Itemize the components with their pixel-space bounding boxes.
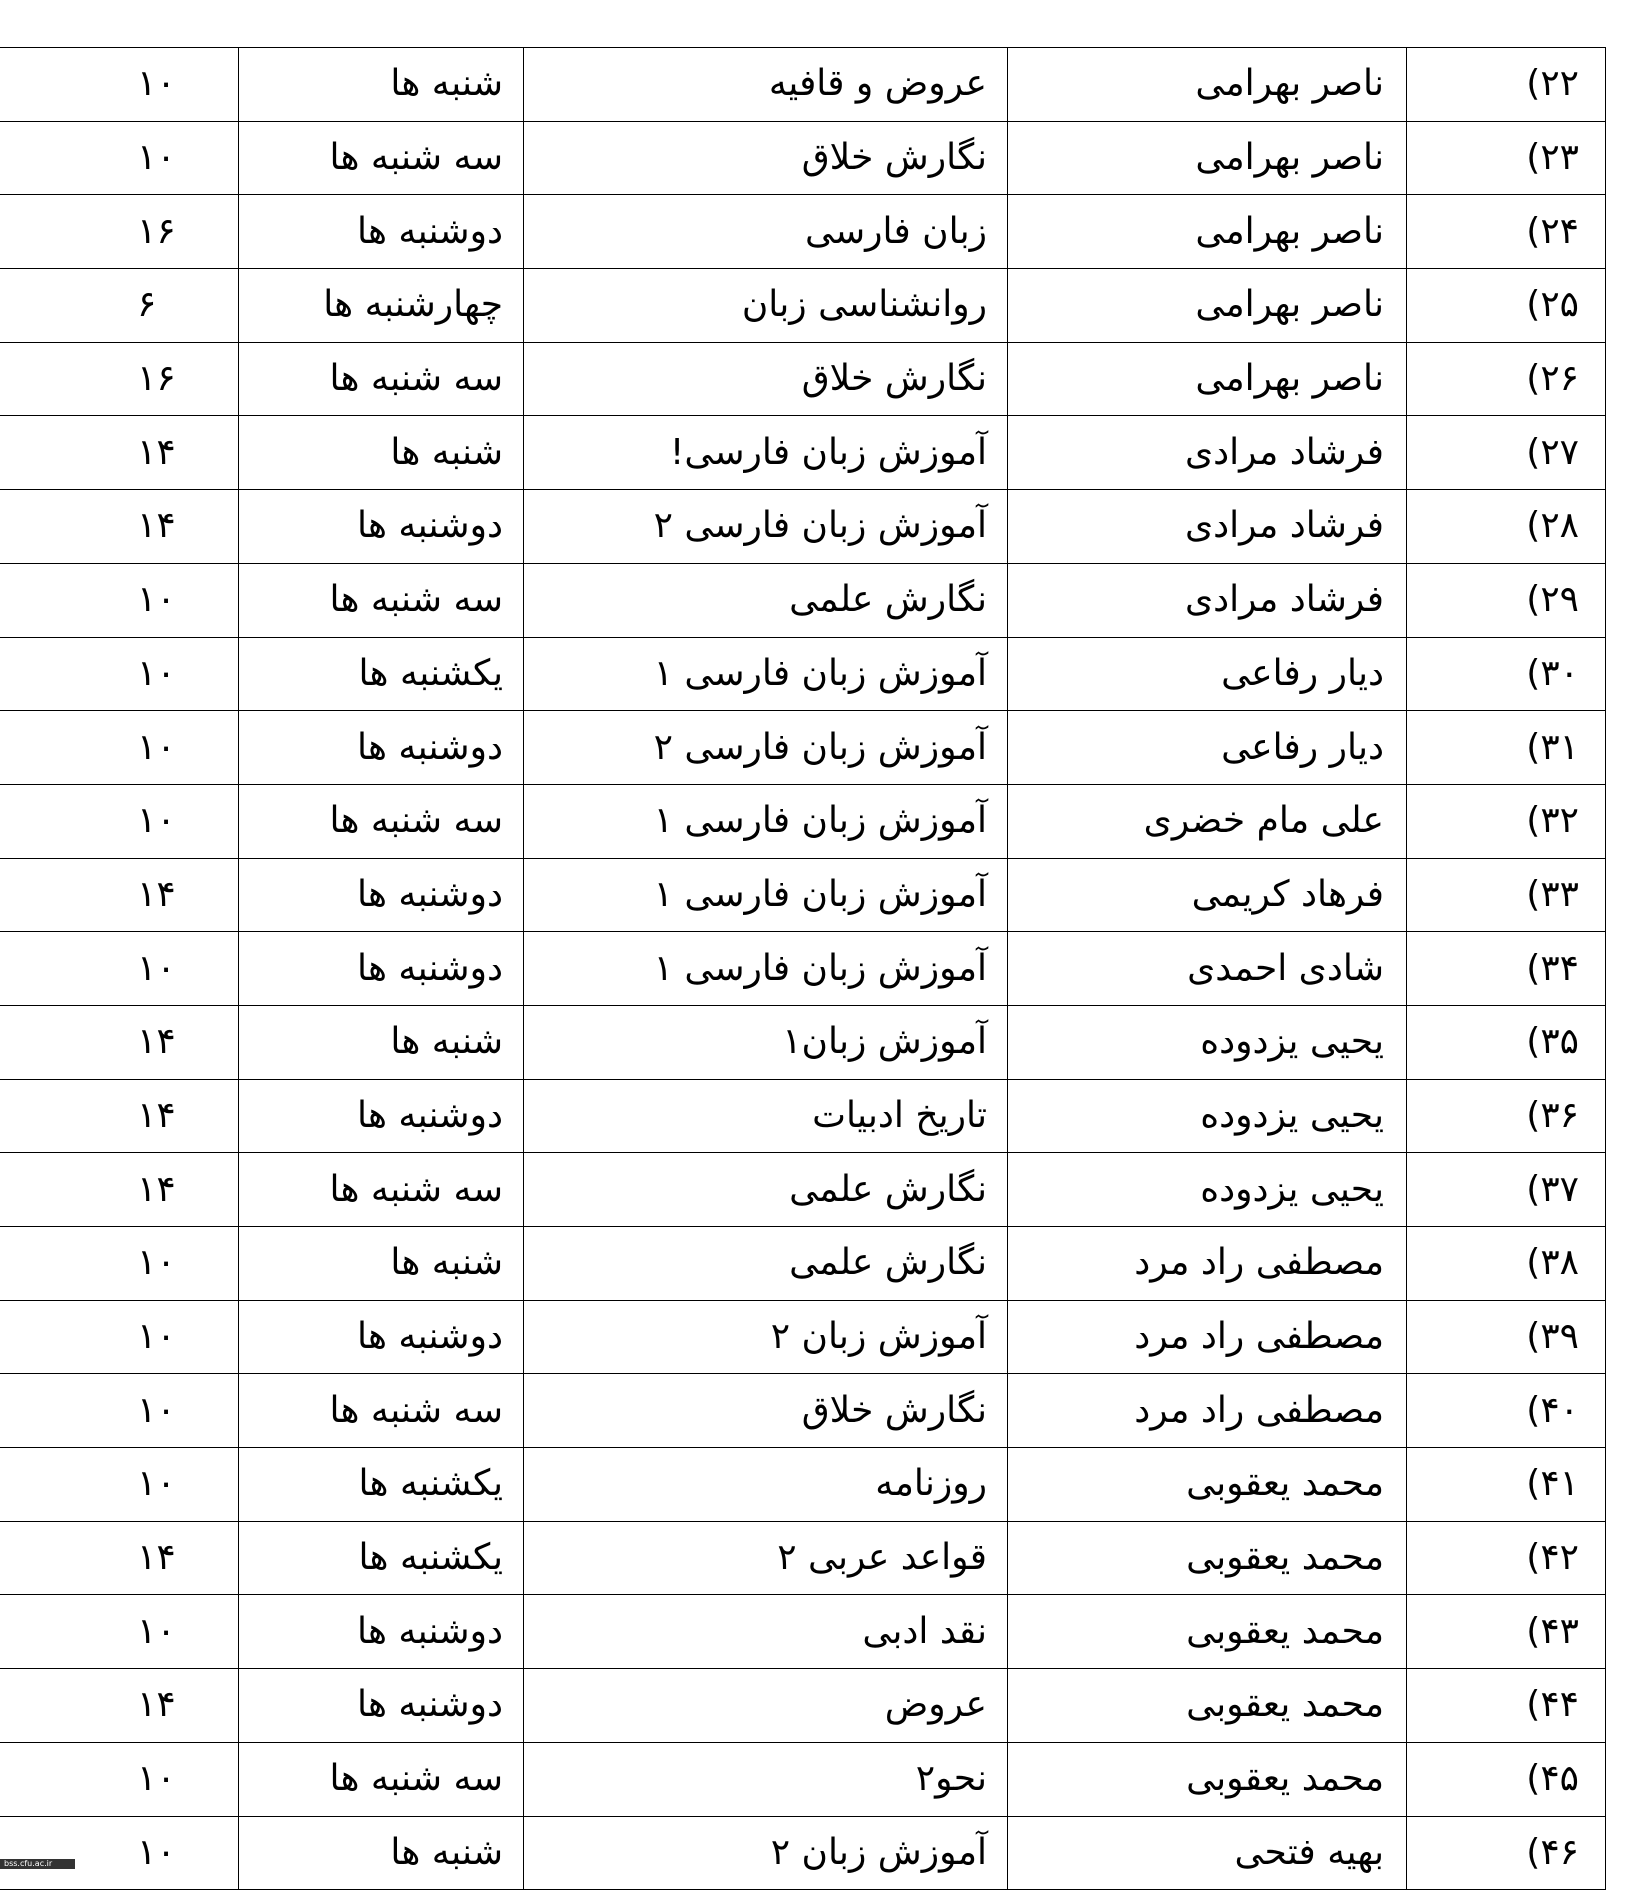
course-name: نگارش خلاق	[524, 121, 1008, 195]
course-name: نحو۲	[524, 1742, 1008, 1816]
course-name: آموزش زبان ۲	[524, 1300, 1008, 1374]
row-number: ۴۴)	[1407, 1669, 1606, 1743]
table-row	[0, 711, 1606, 785]
session-count: ۱۶	[0, 342, 239, 416]
teacher-name: مصطفی راد مرد	[1008, 1300, 1407, 1374]
course-name: عروض	[524, 1669, 1008, 1743]
table-row	[0, 121, 1606, 195]
table-row	[0, 416, 1606, 490]
class-day: دوشنبه ها	[239, 932, 524, 1006]
session-count: ۱۰	[0, 1595, 239, 1669]
teacher-name: دیار رفاعی	[1008, 711, 1407, 785]
table-row	[0, 490, 1606, 564]
table-row	[0, 1595, 1606, 1669]
class-day: سه شنبه ها	[239, 784, 524, 858]
table-row	[0, 1300, 1606, 1374]
table-row	[0, 1521, 1606, 1595]
course-name: تاریخ ادبیات	[524, 1079, 1008, 1153]
table-row	[0, 1374, 1606, 1448]
table-row	[0, 1742, 1606, 1816]
teacher-name: دیار رفاعی	[1008, 637, 1407, 711]
site-badge: bss.cfu.ac.ir	[0, 1859, 75, 1869]
row-number: ۲۹)	[1407, 563, 1606, 637]
session-count: ۱۴	[0, 858, 239, 932]
table-row	[0, 784, 1606, 858]
class-day: دوشنبه ها	[239, 1595, 524, 1669]
course-name: آموزش زبان فارسی ۱	[524, 637, 1008, 711]
course-name: روانشناسی زبان	[524, 269, 1008, 343]
table-row	[0, 1227, 1606, 1301]
teacher-name: محمد یعقوبی	[1008, 1669, 1407, 1743]
row-number: ۳۷)	[1407, 1153, 1606, 1227]
session-count: ۱۴	[0, 1153, 239, 1227]
course-name: نگارش علمی	[524, 1153, 1008, 1227]
class-day: سه شنبه ها	[239, 342, 524, 416]
class-day: چهارشنبه ها	[239, 269, 524, 343]
row-number: ۲۴)	[1407, 195, 1606, 269]
course-name: زبان فارسی	[524, 195, 1008, 269]
session-count: ۶	[0, 269, 239, 343]
class-day: شنبه ها	[239, 1005, 524, 1079]
table-row	[0, 858, 1606, 932]
row-number: ۲۵)	[1407, 269, 1606, 343]
class-day: سه شنبه ها	[239, 1153, 524, 1227]
course-name: آموزش زبان فارسی ۲	[524, 490, 1008, 564]
row-number: ۳۶)	[1407, 1079, 1606, 1153]
row-number: ۳۸)	[1407, 1227, 1606, 1301]
table-row	[0, 48, 1606, 122]
course-name: آموزش زبان فارسی ۱	[524, 784, 1008, 858]
course-name: نگارش خلاق	[524, 1374, 1008, 1448]
class-day: یکشنبه ها	[239, 1521, 524, 1595]
table-row	[0, 1005, 1606, 1079]
teacher-name: یحیی یزدوده	[1008, 1153, 1407, 1227]
class-day: شنبه ها	[239, 1227, 524, 1301]
session-count: ۱۰	[0, 1816, 239, 1890]
row-number: ۴۳)	[1407, 1595, 1606, 1669]
teacher-name: ناصر بهرامی	[1008, 342, 1407, 416]
session-count: ۱۰	[0, 637, 239, 711]
row-number: ۴۵)	[1407, 1742, 1606, 1816]
course-name: آموزش زبان فارسی!	[524, 416, 1008, 490]
class-day: سه شنبه ها	[239, 1742, 524, 1816]
teacher-name: محمد یعقوبی	[1008, 1595, 1407, 1669]
row-number: ۳۲)	[1407, 784, 1606, 858]
table-row	[0, 195, 1606, 269]
teacher-name: ناصر بهرامی	[1008, 121, 1407, 195]
session-count: ۱۰	[0, 1300, 239, 1374]
row-number: ۲۲)	[1407, 48, 1606, 122]
class-day: سه شنبه ها	[239, 1374, 524, 1448]
row-number: ۲۸)	[1407, 490, 1606, 564]
row-number: ۴۲)	[1407, 1521, 1606, 1595]
table-row	[0, 637, 1606, 711]
table-row	[0, 1448, 1606, 1522]
row-number: ۴۶)	[1407, 1816, 1606, 1890]
session-count: ۱۶	[0, 195, 239, 269]
row-number: ۳۵)	[1407, 1005, 1606, 1079]
teacher-name: یحیی یزدوده	[1008, 1005, 1407, 1079]
teacher-name: محمد یعقوبی	[1008, 1448, 1407, 1522]
course-name: نگارش خلاق	[524, 342, 1008, 416]
table-row	[0, 269, 1606, 343]
session-count: ۱۴	[0, 490, 239, 564]
course-name: آموزش زبان فارسی ۲	[524, 711, 1008, 785]
session-count: ۱۰	[0, 1448, 239, 1522]
table-row	[0, 932, 1606, 1006]
teacher-name: بهیه فتحی	[1008, 1816, 1407, 1890]
session-count: ۱۰	[0, 1742, 239, 1816]
teacher-name: فرهاد کریمی	[1008, 858, 1407, 932]
teacher-name: فرشاد مرادی	[1008, 490, 1407, 564]
teacher-name: مصطفی راد مرد	[1008, 1374, 1407, 1448]
class-day: یکشنبه ها	[239, 1448, 524, 1522]
class-day: دوشنبه ها	[239, 1079, 524, 1153]
session-count: ۱۰	[0, 711, 239, 785]
class-day: دوشنبه ها	[239, 711, 524, 785]
row-number: ۲۷)	[1407, 416, 1606, 490]
course-name: نقد ادبی	[524, 1595, 1008, 1669]
row-number: ۴۱)	[1407, 1448, 1606, 1522]
row-number: ۲۶)	[1407, 342, 1606, 416]
course-name: آموزش زبان فارسی ۱	[524, 858, 1008, 932]
teacher-name: علی مام خضری	[1008, 784, 1407, 858]
session-count: ۱۴	[0, 1005, 239, 1079]
schedule-table	[0, 47, 1606, 1890]
teacher-name: محمد یعقوبی	[1008, 1742, 1407, 1816]
class-day: یکشنبه ها	[239, 637, 524, 711]
teacher-name: یحیی یزدوده	[1008, 1079, 1407, 1153]
row-number: ۴۰)	[1407, 1374, 1606, 1448]
teacher-name: ناصر بهرامی	[1008, 195, 1407, 269]
row-number: ۲۳)	[1407, 121, 1606, 195]
table-row	[0, 1669, 1606, 1743]
teacher-name: محمد یعقوبی	[1008, 1521, 1407, 1595]
course-name: نگارش علمی	[524, 1227, 1008, 1301]
teacher-name: ناصر بهرامی	[1008, 48, 1407, 122]
class-day: دوشنبه ها	[239, 858, 524, 932]
course-name: آموزش زبان ۲	[524, 1816, 1008, 1890]
teacher-name: فرشاد مرادی	[1008, 563, 1407, 637]
class-day: سه شنبه ها	[239, 563, 524, 637]
class-day: شنبه ها	[239, 48, 524, 122]
session-count: ۱۴	[0, 1079, 239, 1153]
row-number: ۳۴)	[1407, 932, 1606, 1006]
teacher-name: ناصر بهرامی	[1008, 269, 1407, 343]
row-number: ۳۱)	[1407, 711, 1606, 785]
session-count: ۱۴	[0, 1669, 239, 1743]
table-row	[0, 1079, 1606, 1153]
session-count: ۱۴	[0, 416, 239, 490]
session-count: ۱۰	[0, 563, 239, 637]
session-count: ۱۰	[0, 932, 239, 1006]
class-day: سه شنبه ها	[239, 121, 524, 195]
teacher-name: فرشاد مرادی	[1008, 416, 1407, 490]
table-row	[0, 563, 1606, 637]
session-count: ۱۰	[0, 121, 239, 195]
teacher-name: مصطفی راد مرد	[1008, 1227, 1407, 1301]
session-count: ۱۰	[0, 48, 239, 122]
session-count: ۱۰	[0, 1227, 239, 1301]
class-day: دوشنبه ها	[239, 195, 524, 269]
course-name: عروض و قافیه	[524, 48, 1008, 122]
class-day: شنبه ها	[239, 1816, 524, 1890]
course-name: نگارش علمی	[524, 563, 1008, 637]
table-row	[0, 1816, 1606, 1890]
class-day: شنبه ها	[239, 416, 524, 490]
row-number: ۳۰)	[1407, 637, 1606, 711]
class-day: دوشنبه ها	[239, 1300, 524, 1374]
table-row	[0, 1153, 1606, 1227]
session-count: ۱۰	[0, 784, 239, 858]
course-name: آموزش زبان۱	[524, 1005, 1008, 1079]
course-name: روزنامه	[524, 1448, 1008, 1522]
teacher-name: شادی احمدی	[1008, 932, 1407, 1006]
class-day: دوشنبه ها	[239, 490, 524, 564]
table-row	[0, 342, 1606, 416]
session-count: ۱۴	[0, 1521, 239, 1595]
class-day: دوشنبه ها	[239, 1669, 524, 1743]
row-number: ۳۳)	[1407, 858, 1606, 932]
course-name: قواعد عربی ۲	[524, 1521, 1008, 1595]
table-body	[0, 48, 1606, 1890]
row-number: ۳۹)	[1407, 1300, 1606, 1374]
session-count: ۱۰	[0, 1374, 239, 1448]
course-name: آموزش زبان فارسی ۱	[524, 932, 1008, 1006]
